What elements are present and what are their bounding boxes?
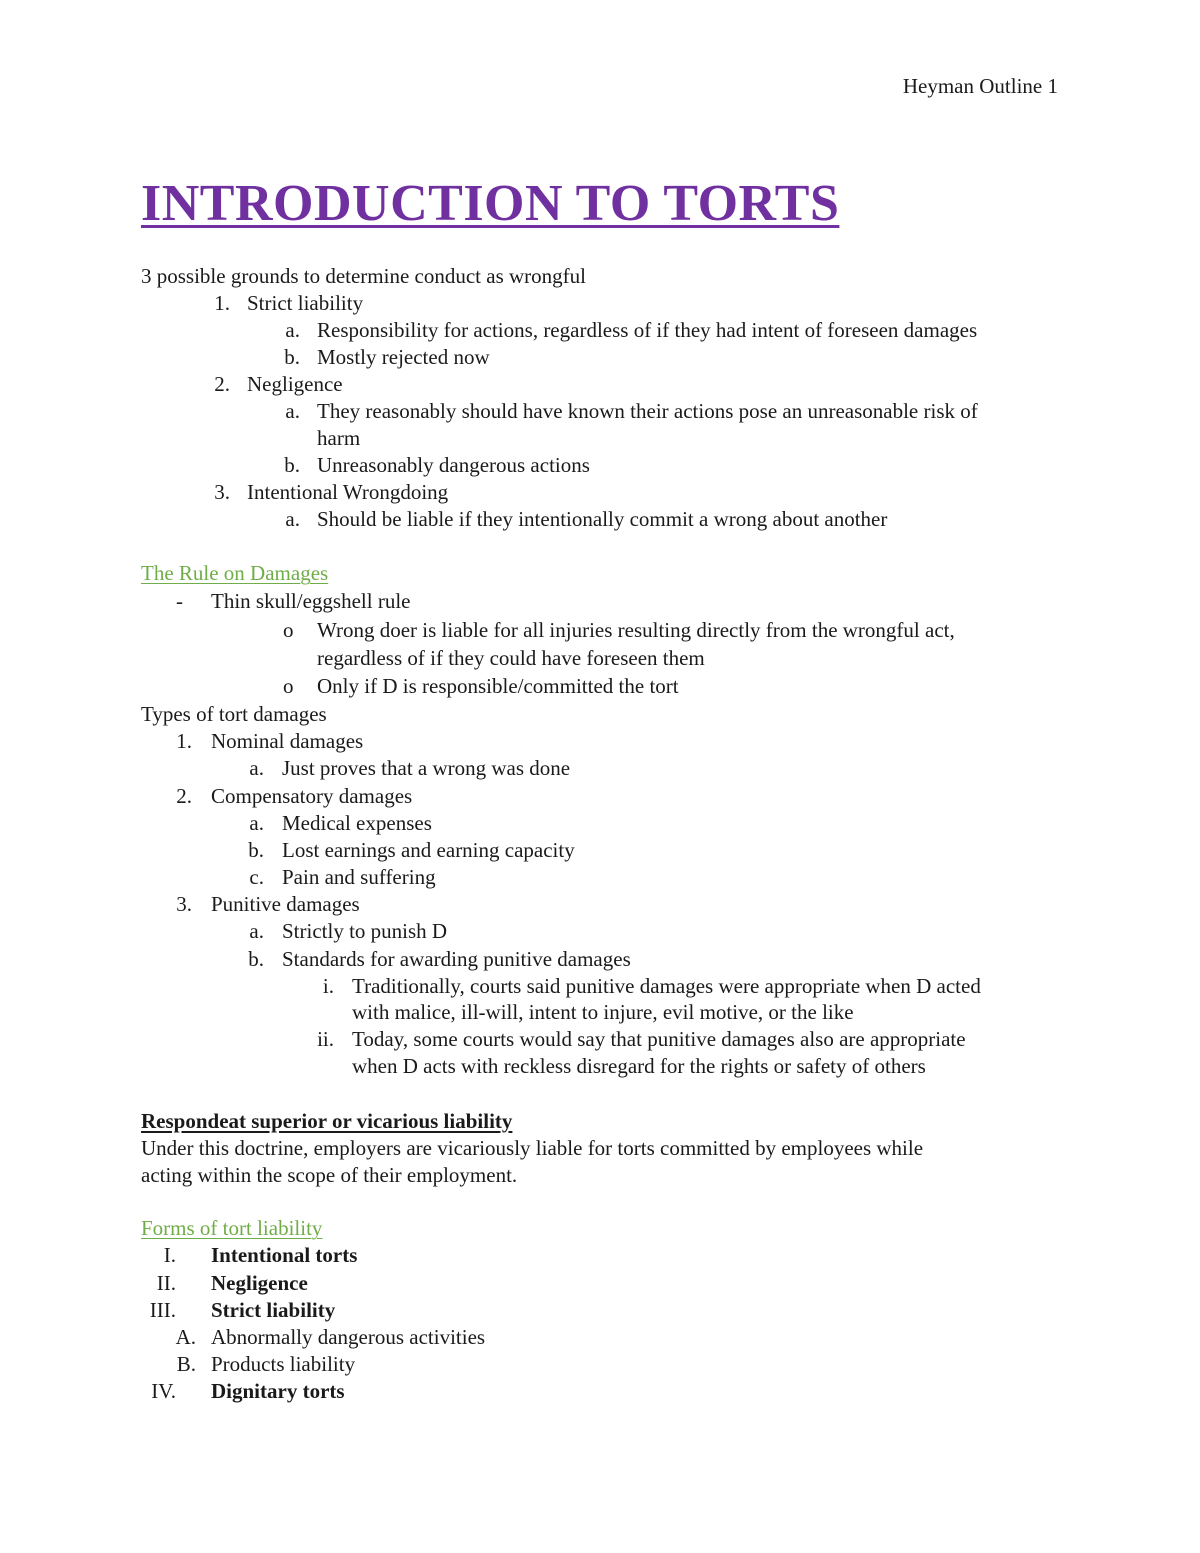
list-item: Punitive damages bbox=[211, 892, 360, 916]
list-marker: i. bbox=[322, 974, 334, 998]
list-marker: a. bbox=[285, 399, 300, 423]
list-item: Mostly rejected now bbox=[317, 345, 490, 369]
section-heading-forms: Forms of tort liability bbox=[141, 1216, 323, 1240]
types-intro: Types of tort damages bbox=[141, 702, 327, 726]
list-marker: 3. bbox=[176, 892, 192, 916]
list-marker: 2. bbox=[214, 372, 230, 396]
list-item-continuation: when D acts with reckless disregard for the rights or safety of others bbox=[352, 1054, 926, 1078]
list-item: Just proves that a wrong was done bbox=[282, 756, 571, 780]
list-item: Compensatory damages bbox=[211, 784, 413, 808]
list-item: Strict liability bbox=[247, 291, 364, 315]
list-item: They reasonably should have known their actions pose an unreasonable risk of bbox=[317, 399, 978, 423]
bullet-marker: o bbox=[283, 618, 294, 642]
list-marker: B. bbox=[176, 1352, 196, 1376]
list-marker: 3. bbox=[214, 480, 230, 504]
list-marker: c. bbox=[249, 865, 264, 889]
document-title: INTRODUCTION TO TORTS bbox=[141, 175, 840, 232]
paragraph-line: Under this doctrine, employers are vicariously liable for torts committed by employees while bbox=[141, 1136, 924, 1160]
list-item: Abnormally dangerous activities bbox=[211, 1325, 486, 1349]
list-item: Products liability bbox=[211, 1352, 356, 1376]
page-header: Heyman Outline 1 bbox=[902, 74, 1058, 98]
list-marker: IV. bbox=[151, 1379, 176, 1403]
section-heading-damages: The Rule on Damages bbox=[141, 561, 329, 585]
list-marker: II. bbox=[156, 1271, 176, 1295]
list-marker: a. bbox=[249, 811, 264, 835]
list-item: Strictly to punish D bbox=[282, 919, 448, 943]
grounds-intro: 3 possible grounds to determine conduct as wrongful bbox=[141, 264, 586, 288]
list-item: Medical expenses bbox=[282, 811, 432, 835]
list-item: Lost earnings and earning capacity bbox=[282, 838, 575, 862]
list-item: Intentional torts bbox=[211, 1243, 358, 1267]
list-item: Thin skull/eggshell rule bbox=[211, 589, 411, 613]
list-item: Unreasonably dangerous actions bbox=[317, 453, 590, 477]
list-item: Today, some courts would say that punitive damages also are appropriate bbox=[352, 1027, 966, 1051]
list-item-continuation: regardless of if they could have foreseen them bbox=[317, 646, 705, 670]
list-item: Negligence bbox=[211, 1271, 308, 1295]
list-marker: A. bbox=[175, 1325, 196, 1349]
bullet-marker: o bbox=[283, 674, 294, 698]
list-item: Standards for awarding punitive damages bbox=[282, 947, 631, 971]
list-item: Dignitary torts bbox=[211, 1379, 345, 1403]
dash-marker: - bbox=[176, 589, 183, 613]
list-item: Traditionally, courts said punitive damages were appropriate when D acted bbox=[352, 974, 981, 998]
list-item: Should be liable if they intentionally commit a wrong about another bbox=[317, 507, 888, 531]
paragraph-line: acting within the scope of their employment. bbox=[141, 1163, 518, 1187]
list-item: Intentional Wrongdoing bbox=[247, 480, 449, 504]
list-marker: b. bbox=[284, 453, 300, 477]
list-marker: b. bbox=[248, 947, 264, 971]
list-item-continuation: with malice, ill-will, intent to injure, evil motive, or the like bbox=[352, 1000, 854, 1024]
list-item: Pain and suffering bbox=[282, 865, 436, 889]
list-item: Wrong doer is liable for all injuries resulting directly from the wrongful act, bbox=[317, 618, 955, 642]
list-marker: III. bbox=[149, 1298, 176, 1322]
list-marker: a. bbox=[285, 507, 300, 531]
list-item: Strict liability bbox=[211, 1298, 336, 1322]
list-marker: a. bbox=[285, 318, 300, 342]
list-item: Responsibility for actions, regardless of if they had intent of foreseen damages bbox=[317, 318, 978, 342]
list-marker: a. bbox=[249, 756, 264, 780]
list-item-continuation: harm bbox=[317, 426, 361, 450]
section-heading-respondeat: Respondeat superior or vicarious liability bbox=[141, 1109, 513, 1133]
list-marker: 2. bbox=[176, 784, 192, 808]
list-marker: I. bbox=[163, 1243, 176, 1267]
list-marker: b. bbox=[248, 838, 264, 862]
list-marker: 1. bbox=[176, 729, 192, 753]
list-item: Negligence bbox=[247, 372, 343, 396]
list-marker: 1. bbox=[214, 291, 230, 315]
list-item: Nominal damages bbox=[211, 729, 364, 753]
list-marker: b. bbox=[284, 345, 300, 369]
list-marker: a. bbox=[249, 919, 264, 943]
list-item: Only if D is responsible/committed the tort bbox=[317, 674, 679, 698]
list-marker: ii. bbox=[317, 1027, 334, 1051]
